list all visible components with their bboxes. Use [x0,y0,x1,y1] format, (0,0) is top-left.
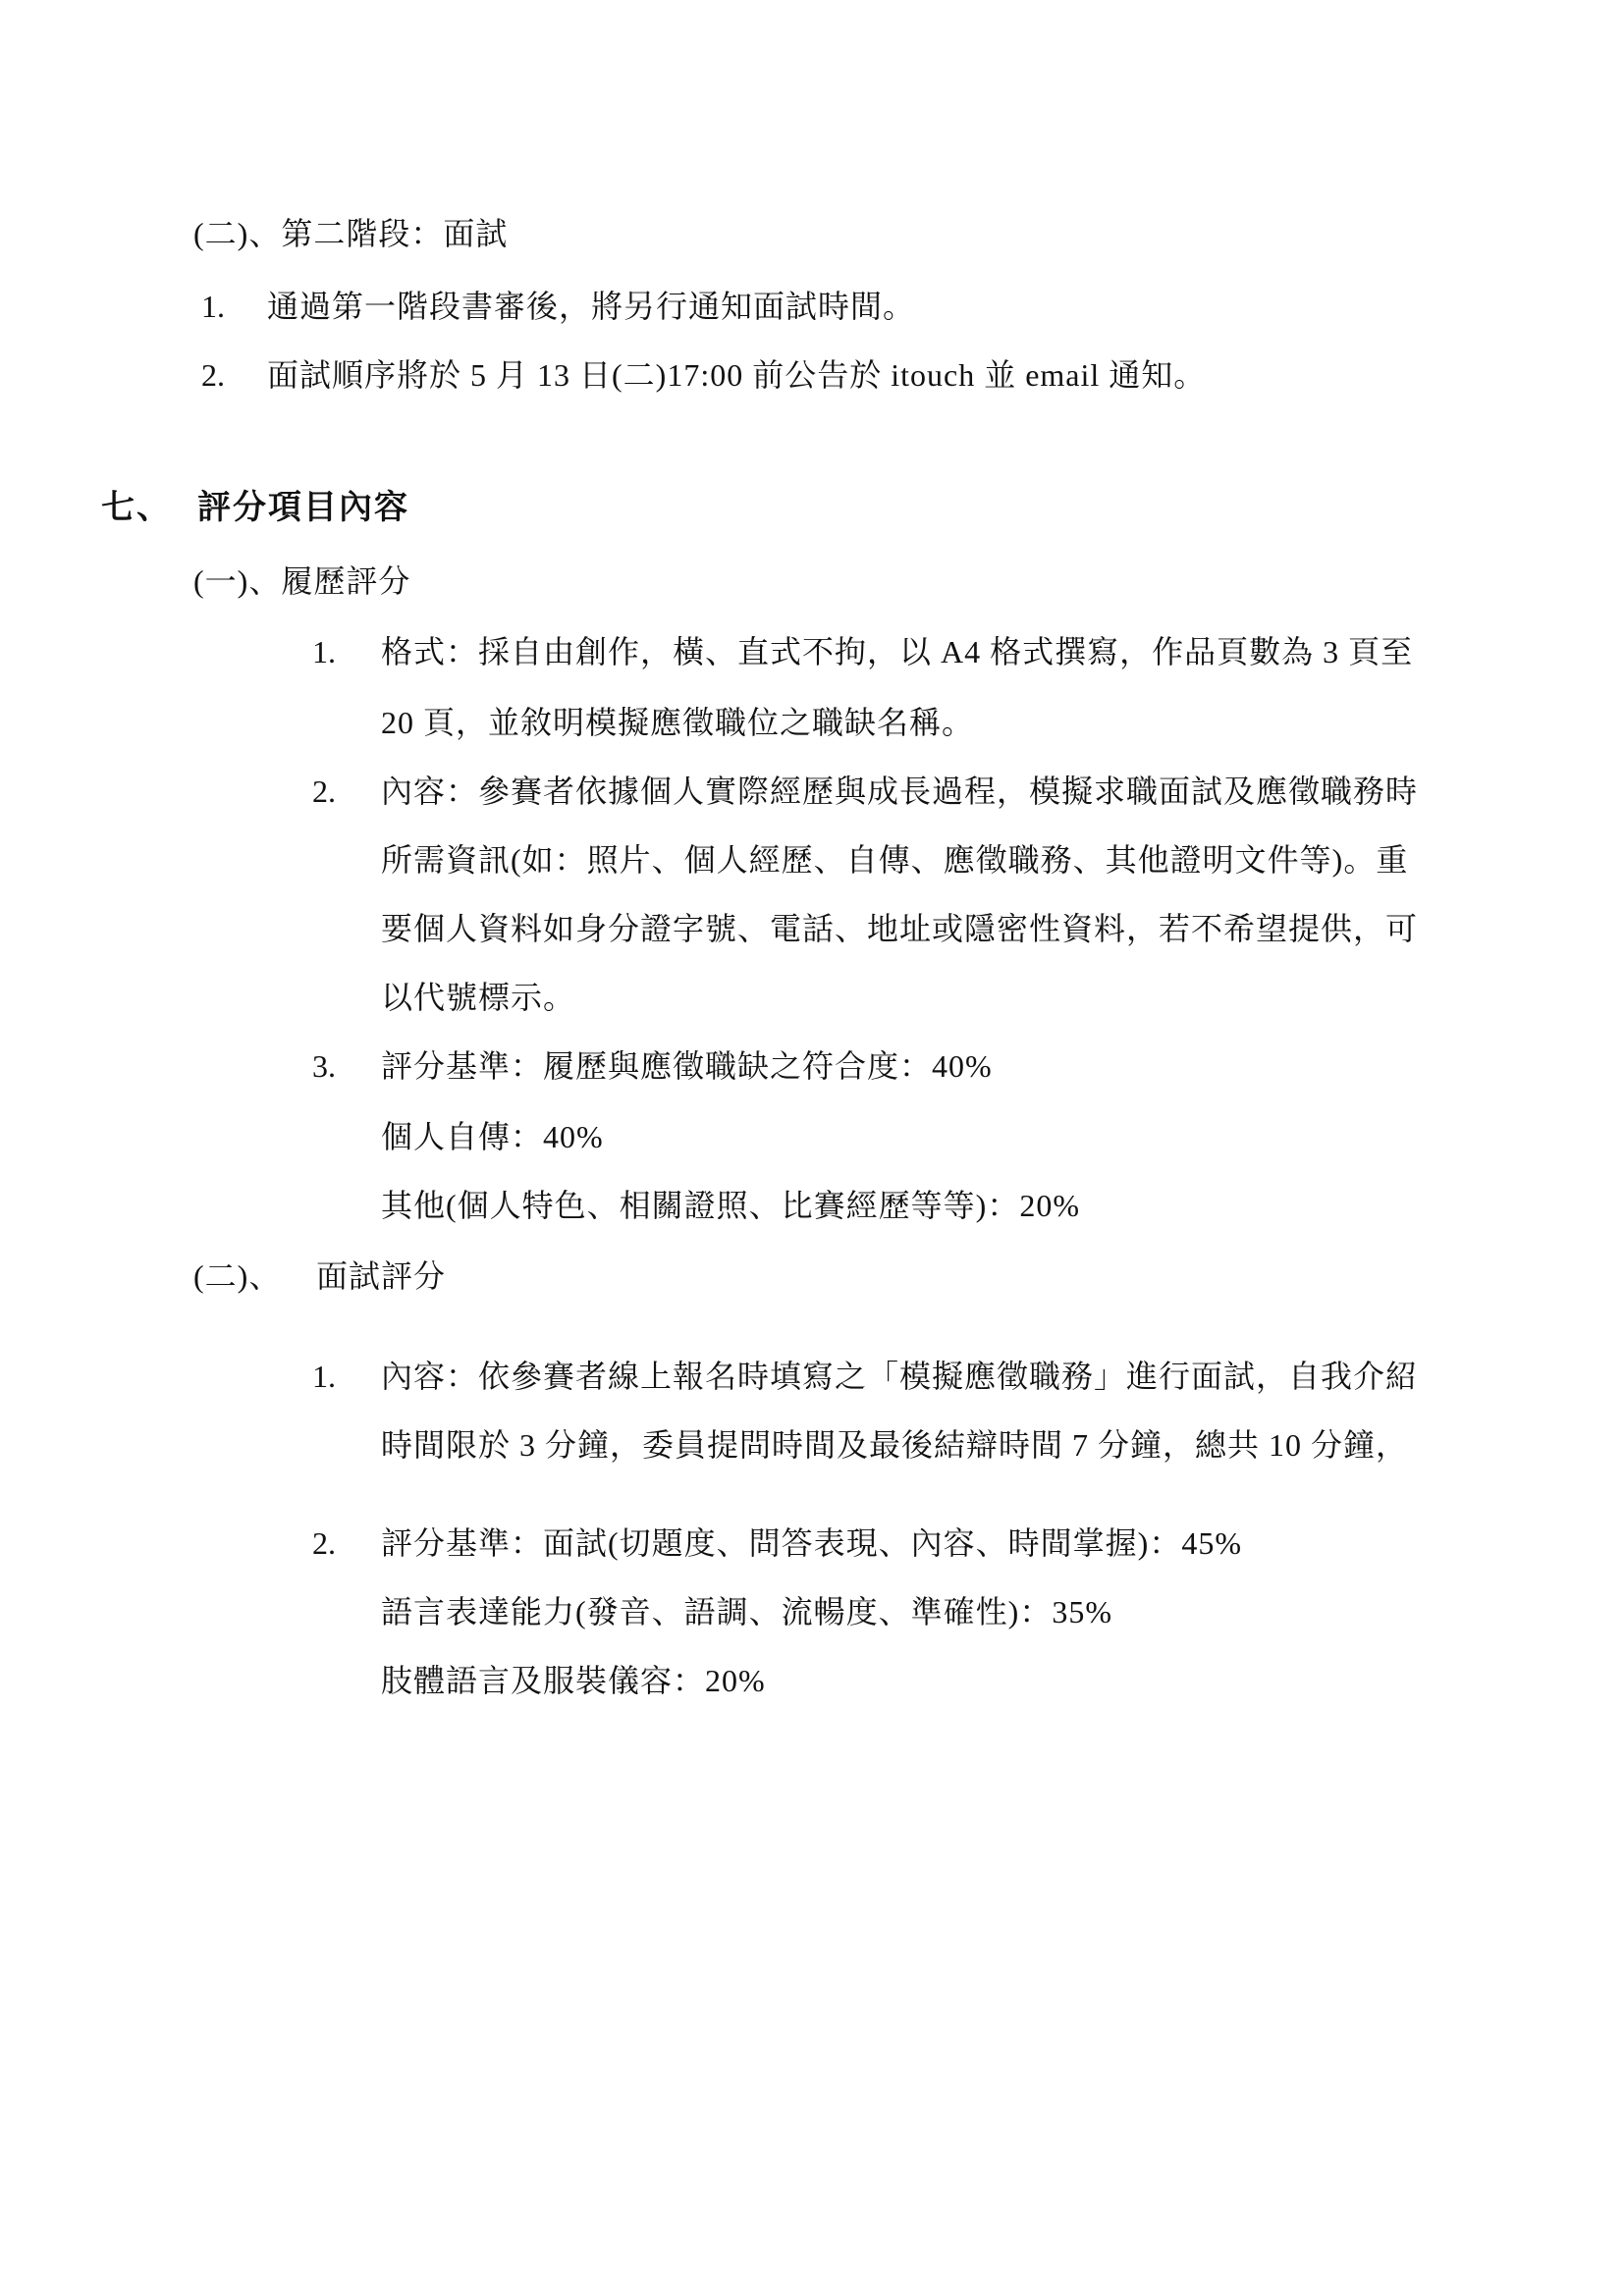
resume-item1-line2: 20 頁，並敘明模擬應徵職位之職缺名稱。 [381,705,975,740]
resume-item1-line1: 格式：採自由創作，橫、直式不拘，以 A4 格式撰寫，作品頁數為 3 頁至 [381,634,1414,669]
resume-item2-line3: 要個人資料如身分證字號、電話、地址或隱密性資料，若不希望提供，可 [381,911,1419,946]
stage2-item2-text: 面試順序將於 5 月 13 日(二)17:00 前公告於 itouch 並 email 通知。 [267,357,1207,393]
stage2-item1-number: 1. [201,289,225,324]
resume-item3-number: 3. [312,1048,336,1084]
resume-item2-line1: 內容：參賽者依據個人實際經歷與成長過程，模擬求職面試及應徵職務時 [381,774,1419,809]
resume-item2-number: 2. [312,774,336,809]
resume-item1-number: 1. [312,634,336,669]
interview-item2-number: 2. [312,1525,336,1561]
section7-number: 七、 [101,490,172,526]
resume-item3-line1: 評分基準：履歷與應徵職缺之符合度：40% [381,1048,993,1084]
interview-item2-line3: 肢體語言及服裝儀容：20% [381,1663,766,1698]
section7-title: 評分項目內容 [197,490,409,526]
resume-item2-line4: 以代號標示。 [381,980,576,1015]
resume-title: (一)、履歷評分 [193,563,411,599]
interview-item1-line1: 內容：依參賽者線上報名時填寫之「模擬應徵職務」進行面試，自我介紹 [381,1359,1419,1394]
stage2-item2-number: 2. [201,357,225,393]
interview-item2-line2: 語言表達能力(發音、語調、流暢度、準確性)：35% [381,1594,1112,1629]
stage2-title: (二)、第二階段：面試 [193,216,509,251]
interview-item1-line2: 時間限於 3 分鐘，委員提問時間及最後結辯時間 7 分鐘，總共 10 分鐘， [381,1427,1409,1463]
interview-title-number: (二)、 [193,1258,282,1294]
resume-item2-line2: 所需資訊(如：照片、個人經歷、自傳、應徵職務、其他證明文件等)。重 [381,842,1409,878]
interview-title: 面試評分 [316,1258,447,1294]
resume-item3-line2: 個人自傳：40% [381,1119,604,1154]
interview-item1-number: 1. [312,1359,336,1394]
interview-item2-line1: 評分基準：面試(切題度、問答表現、內容、時間掌握)：45% [381,1525,1242,1561]
stage2-item1-text: 通過第一階段書審後，將另行通知面試時間。 [267,289,916,324]
resume-item3-line3: 其他(個人特色、相關證照、比賽經歷等等)：20% [381,1188,1080,1223]
